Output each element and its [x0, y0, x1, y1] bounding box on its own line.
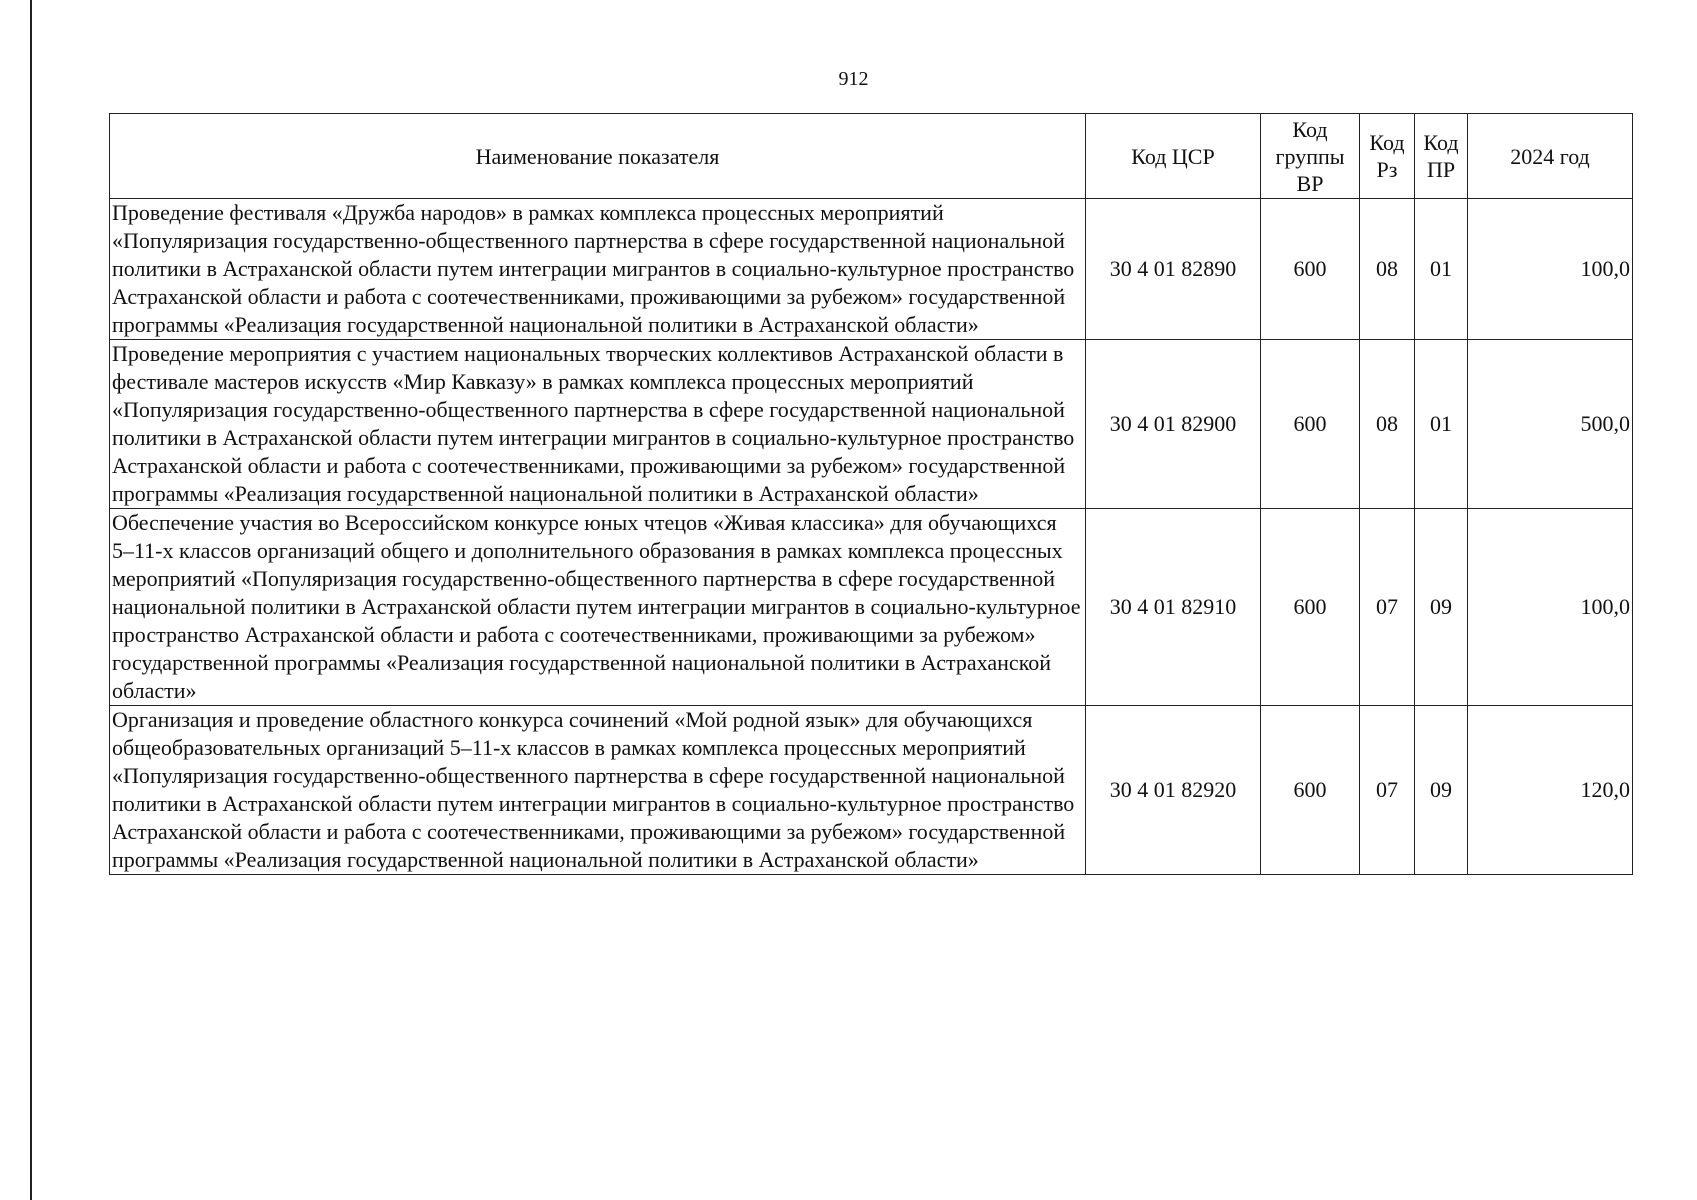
row-pr-code: 01	[1415, 199, 1468, 340]
row-vr-code: 600	[1261, 199, 1360, 340]
row-rz-code: 07	[1360, 706, 1415, 875]
header-csr-code: Код ЦСР	[1086, 114, 1261, 199]
row-pr-code: 09	[1415, 706, 1468, 875]
row-pr-code: 01	[1415, 340, 1468, 509]
row-rz-code: 07	[1360, 509, 1415, 706]
row-csr-code: 30 4 01 82910	[1086, 509, 1261, 706]
row-vr-code: 600	[1261, 706, 1360, 875]
header-pr-code: Код ПР	[1415, 114, 1468, 199]
row-name: Организация и проведение областного конкурса сочинений «Мой родной язык» для обучающихся общеобразовательных организаций 5–11-х классов в рамках комплекса процессных мероприятий «Популяризация государственно-общественного партнерства в сфере государственной национальной политики в Астраханской области путем интеграции мигрантов в социально-культурное пространство Астраханской области и работа с соотечественниками, проживающими за рубежом» государственной программы «Реализация государственной национальной политики в Астраханской области»	[110, 706, 1086, 875]
row-vr-code: 600	[1261, 340, 1360, 509]
table-header-row	[110, 114, 1633, 199]
row-amount: 500,0	[1468, 340, 1633, 509]
header-rz-code: Код Рз	[1360, 114, 1415, 199]
header-year: 2024 год	[1468, 114, 1633, 199]
row-rz-code: 08	[1360, 199, 1415, 340]
row-name: Проведение фестиваля «Дружба народов» в рамках комплекса процессных мероприятий «Популяризация государственно-общественного партнерства в сфере государственной национальной политики в Астраханской области путем интеграции мигрантов в социально-культурное пространство Астраханской области и работа с соотечественниками, проживающими за рубежом» государственной программы «Реализация государственной национальной политики в Астраханской области»	[110, 199, 1086, 340]
header-name: Наименование показателя	[110, 114, 1086, 199]
row-csr-code: 30 4 01 82900	[1086, 340, 1261, 509]
page-binding-line	[30, 0, 32, 1200]
row-amount: 120,0	[1468, 706, 1633, 875]
budget-table	[109, 113, 1633, 875]
row-name: Проведение мероприятия с участием национальных творческих коллективов Астраханской области в фестивале мастеров искусств «Мир Кавказу» в рамках комплекса процессных мероприятий «Популяризация государственно-общественного партнерства в сфере государственной национальной политики в Астраханской области путем интеграции мигрантов в социально-культурное пространство Астраханской области и работа с соотечественниками, проживающими за рубежом» государственной программы «Реализация государственной национальной политики в Астраханской области»	[110, 340, 1086, 509]
row-name: Обеспечение участия во Всероссийском конкурсе юных чтецов «Живая классика» для обучающихся 5–11-х классов организаций общего и дополнительного образования в рамках комплекса процессных мероприятий «Популяризация государственно-общественного партнерства в сфере государственной национальной политики в Астраханской области путем интеграции мигрантов в социально-культурное пространство Астраханской области и работа с соотечественниками, проживающими за рубежом» государственной программы «Реализация государственной национальной политики в Астраханской области»	[110, 509, 1086, 706]
row-pr-code: 09	[1415, 509, 1468, 706]
row-rz-code: 08	[1360, 340, 1415, 509]
row-csr-code: 30 4 01 82920	[1086, 706, 1261, 875]
table-row	[110, 340, 1633, 509]
page-number: 912	[838, 68, 869, 90]
row-amount: 100,0	[1468, 509, 1633, 706]
row-amount: 100,0	[1468, 199, 1633, 340]
row-vr-code: 600	[1261, 509, 1360, 706]
row-csr-code: 30 4 01 82890	[1086, 199, 1261, 340]
table-row	[110, 509, 1633, 706]
table-row	[110, 706, 1633, 875]
table-row	[110, 199, 1633, 340]
header-vr-code: Код группы ВР	[1261, 114, 1360, 199]
